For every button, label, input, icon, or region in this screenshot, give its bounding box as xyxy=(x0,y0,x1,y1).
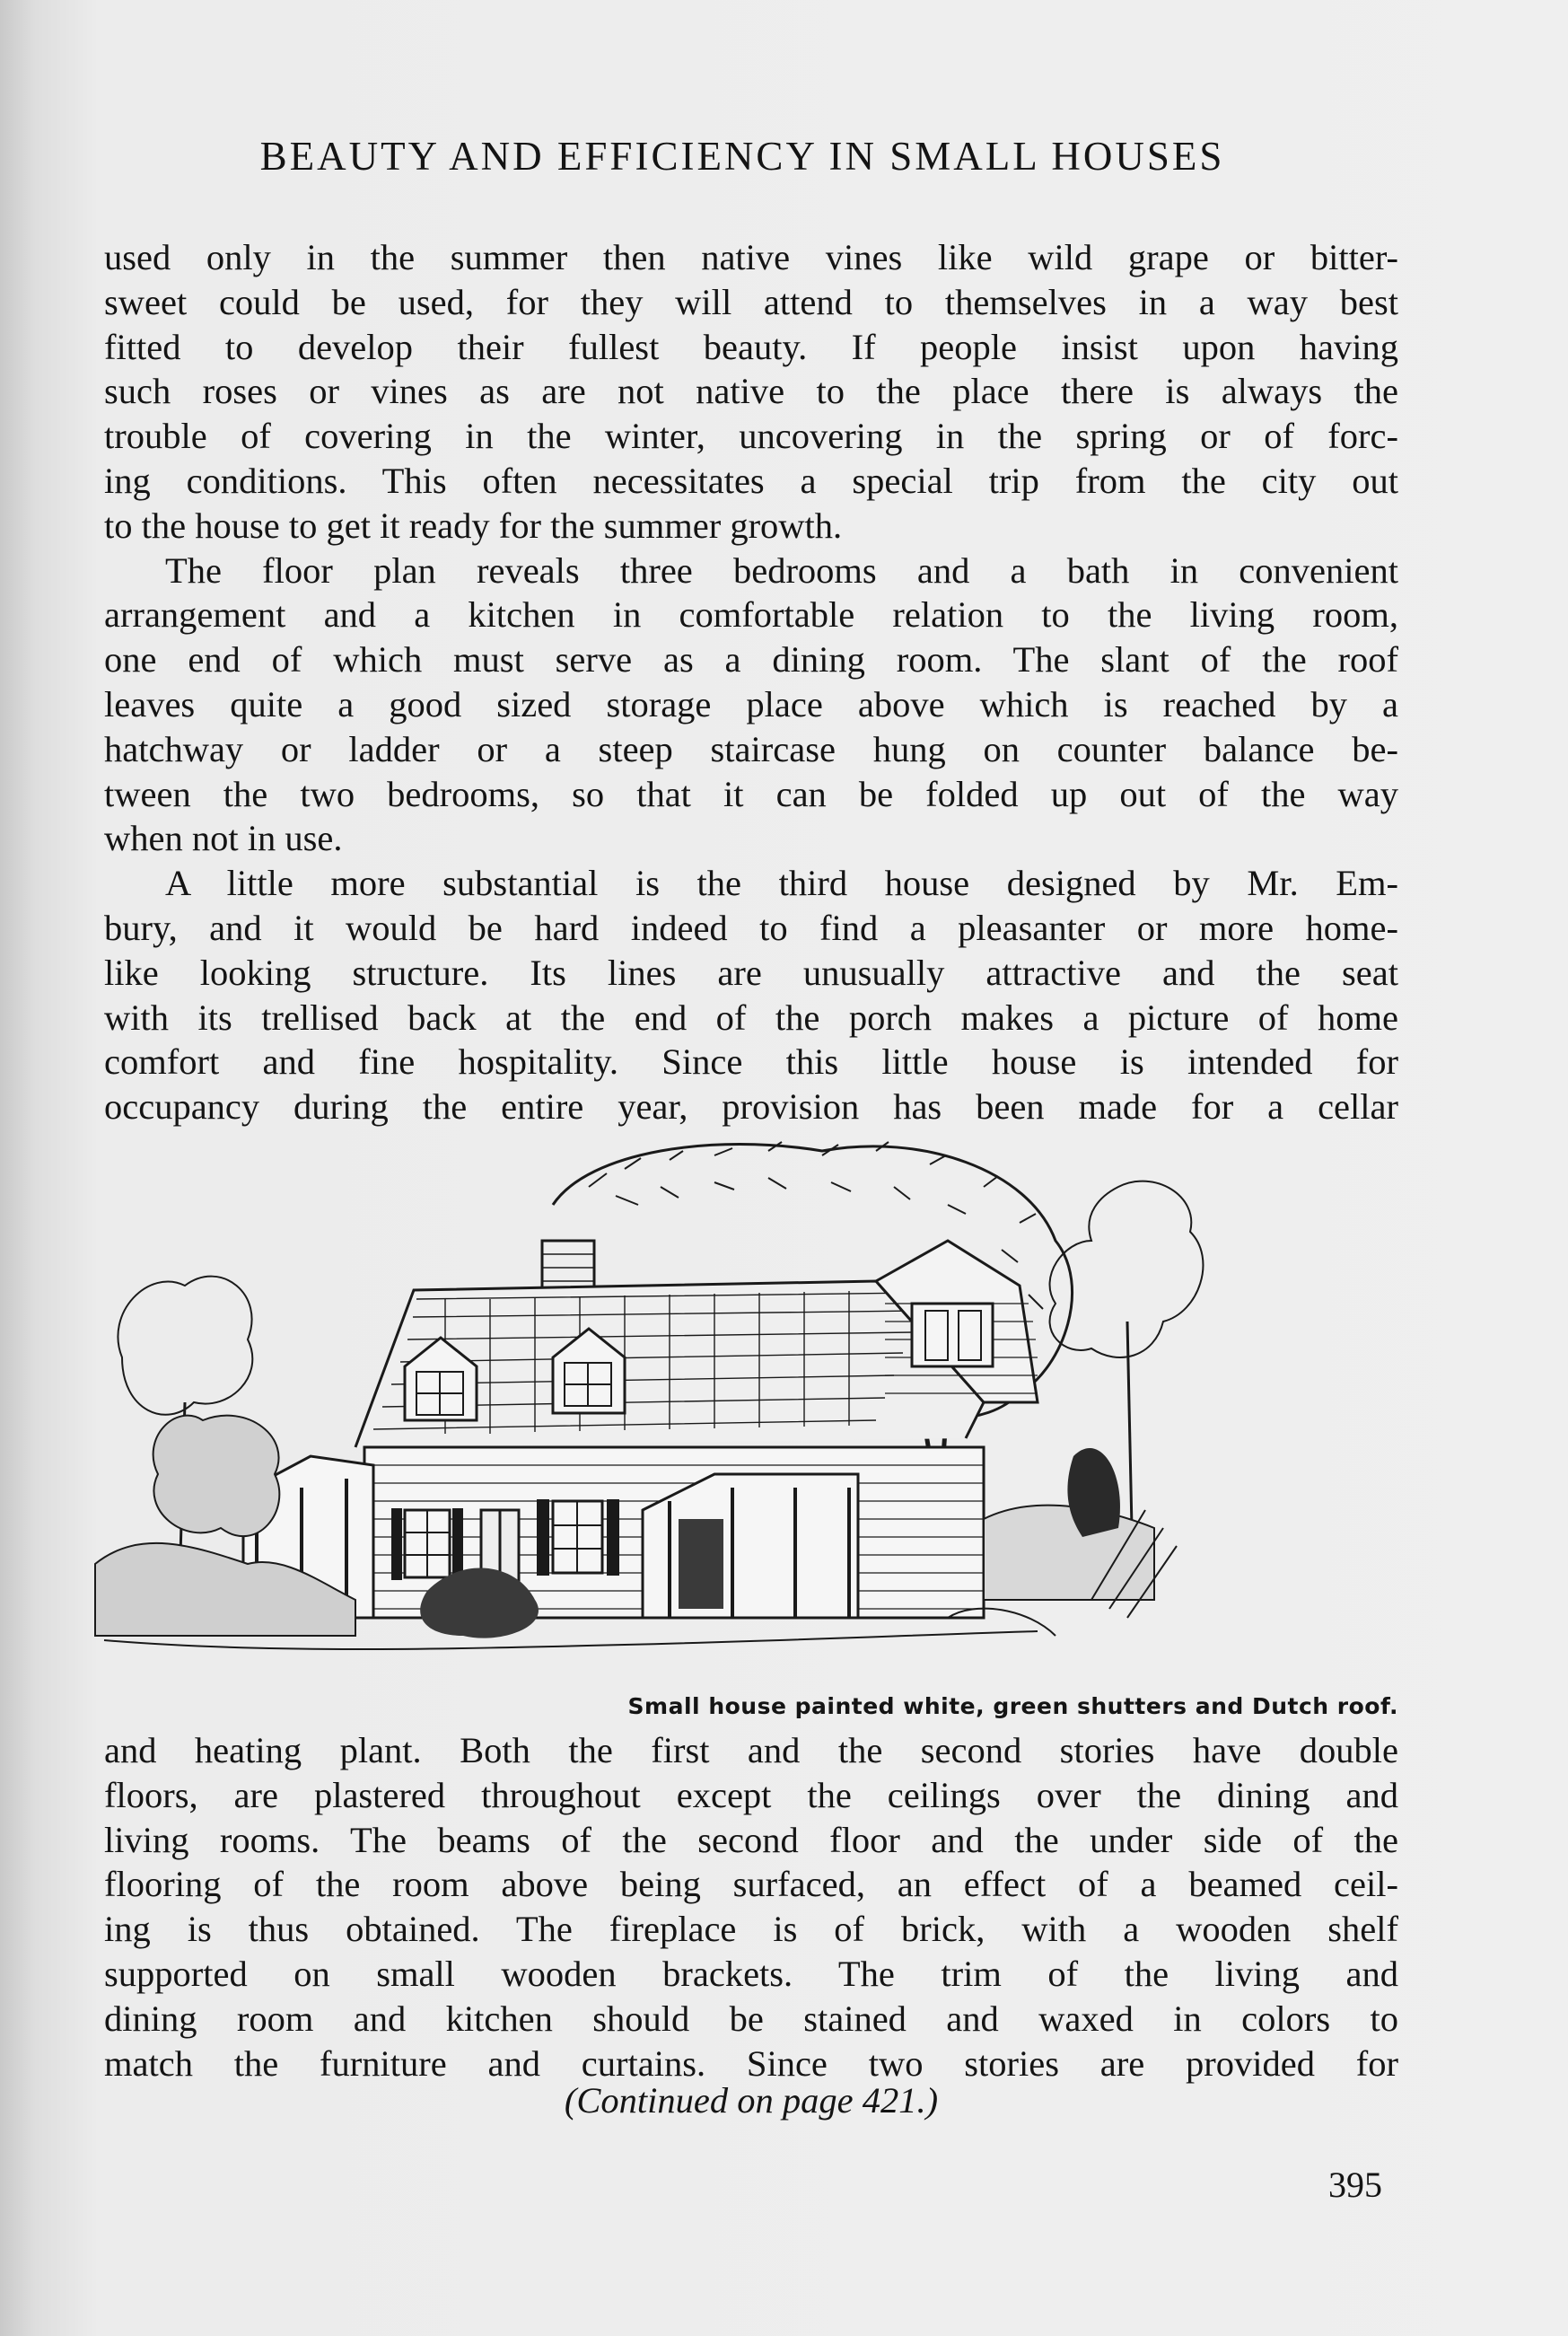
text-line: living rooms. The beams of the second floor and the under side of the xyxy=(104,1819,1398,1860)
page-number: 395 xyxy=(1328,2165,1382,2205)
body-text-top xyxy=(104,235,1398,1129)
text-line: to the house to get it ready for the summer growth. xyxy=(104,505,843,546)
text-line: flooring of the room above being surfaced, an effect of a beamed ceil- xyxy=(104,1864,1398,1905)
text-line: used only in the summer then native vines like wild grape or bitter- xyxy=(104,237,1398,277)
house-illustration xyxy=(86,1133,1397,1663)
text-line: with its trellised back at the end of the porch makes a picture of home xyxy=(104,997,1398,1038)
text-line: ing conditions. This often necessitates a special trip from the city out xyxy=(104,460,1398,501)
body-text-bottom xyxy=(104,1728,1398,2086)
text-line: arrangement and a kitchen in comfortable relation to the living room, xyxy=(104,594,1398,636)
text-line: when not in use. xyxy=(104,818,343,859)
running-head: BEAUTY AND EFFICIENCY IN SMALL HOUSES xyxy=(259,134,1225,179)
text-line: like looking structure. Its lines are unusually attractive and the seat xyxy=(104,952,1398,993)
text-line: floors, are plastered throughout except the ceilings over the dining and xyxy=(104,1774,1398,1815)
text-line: The floor plan reveals three bedrooms and a bath in convenient xyxy=(165,549,1398,591)
text-line: dining room and kitchen should be stained and waxed in colors to xyxy=(104,1998,1398,2039)
text-line: leaves quite a good sized storage place above which is reached by a xyxy=(104,683,1398,725)
text-line: occupancy during the entire year, provision has been made for a cellar xyxy=(104,1086,1398,1128)
text-line: match the furniture and curtains. Since two stories are provided for xyxy=(104,2042,1398,2084)
text-line: comfort and fine hospitality. Since this little house is intended for xyxy=(104,1041,1398,1083)
figure-caption: Small house painted white, green shutters and Dutch roof. xyxy=(627,1693,1398,1719)
text-line: A little more substantial is the third house designed by Mr. Em- xyxy=(165,863,1398,904)
text-line: such roses or vines as are not native to the place there is always the xyxy=(104,371,1398,412)
text-line: trouble of covering in the winter, uncovering in the spring or of forc- xyxy=(104,416,1398,457)
text-line: ing is thus obtained. The fireplace is of brick, with a wooden shelf xyxy=(104,1909,1398,1950)
text-line: bury, and it would be hard indeed to find a pleasanter or more home- xyxy=(104,907,1398,948)
text-line: fitted to develop their fullest beauty. If people insist upon having xyxy=(104,326,1398,367)
text-line: and heating plant. Both the first and the second stories have double xyxy=(104,1730,1398,1770)
text-line: supported on small wooden brackets. The trim of the living and xyxy=(104,1953,1398,1994)
text-line: sweet could be used, for they will attend to themselves in a way best xyxy=(104,281,1398,322)
text-line: one end of which must serve as a dining room. The slant of the roof xyxy=(104,639,1398,681)
continued-note: (Continued on page 421.) xyxy=(564,2080,939,2121)
text-line: hatchway or ladder or a steep staircase hung on counter balance be- xyxy=(104,728,1398,769)
text-line: tween the two bedrooms, so that it can be folded up out of the way xyxy=(104,773,1398,814)
